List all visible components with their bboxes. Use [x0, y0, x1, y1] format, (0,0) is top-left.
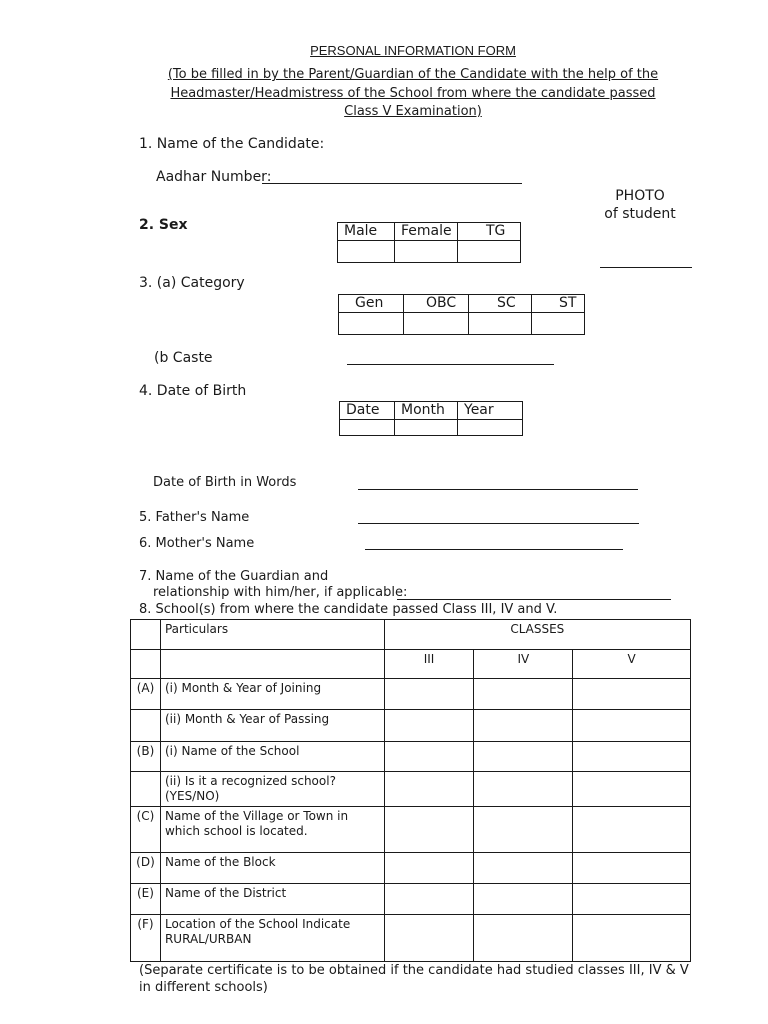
guardian-input-line[interactable]	[397, 599, 671, 600]
row-label	[131, 772, 161, 807]
caste-input-line[interactable]	[347, 364, 554, 365]
cell-class-iii[interactable]	[384, 679, 474, 710]
photo-label: PHOTO	[615, 188, 665, 204]
cell-class-iv[interactable]	[474, 772, 573, 807]
cell-class-v[interactable]	[573, 807, 691, 853]
dob-option-year: Year	[458, 402, 523, 420]
mother-name-label: 6. Mother's Name	[139, 536, 255, 551]
table-row	[131, 710, 691, 742]
mother-name-input-line[interactable]	[365, 549, 623, 550]
particulars-header: Particulars	[160, 620, 384, 650]
cell-class-iii[interactable]	[384, 915, 474, 962]
row-label: (B)	[131, 742, 161, 772]
category-option-st: ST	[532, 295, 585, 313]
form-subtitle-line-2: Headmaster/Headmistress of the School from where the candidate passed	[170, 86, 656, 101]
category-sc-box[interactable]	[469, 313, 532, 335]
row-label: (A)	[131, 679, 161, 710]
cell-class-iii[interactable]	[384, 710, 474, 742]
footer-note: (Separate certificate is to be obtained if the candidate had studied classes III, IV & V in different schools)	[139, 963, 689, 995]
category-gen-box[interactable]	[339, 313, 404, 335]
category-options-table	[338, 294, 585, 335]
dob-words-label: Date of Birth in Words	[153, 475, 297, 490]
guardian-label-line-2: relationship with him/her, if applicable:	[153, 585, 408, 600]
cell-class-iii[interactable]	[384, 853, 474, 884]
schools-table	[130, 619, 691, 962]
category-label: 3. (a) Category	[139, 275, 245, 291]
father-name-label: 5. Father's Name	[139, 510, 250, 525]
schools-heading: 8. School(s) from where the candidate passed Class III, IV and V.	[139, 602, 558, 617]
schools-header-blank	[131, 620, 161, 650]
sex-option-female: Female	[395, 223, 458, 241]
table-row	[131, 884, 691, 915]
cell-class-v[interactable]	[573, 884, 691, 915]
row-text: Name of the District	[160, 884, 384, 915]
caste-label: (b Caste	[154, 350, 213, 366]
cell-class-iii[interactable]	[384, 884, 474, 915]
table-row	[131, 853, 691, 884]
sex-tg-box[interactable]	[458, 241, 521, 263]
cell-class-iv[interactable]	[474, 710, 573, 742]
row-text: (i) Name of the School	[160, 742, 384, 772]
dob-options-table	[339, 401, 523, 436]
row-text: Location of the School Indicate RURAL/URBAN	[160, 915, 384, 962]
dob-year-box[interactable]	[458, 420, 523, 436]
row-label: (E)	[131, 884, 161, 915]
table-row	[131, 915, 691, 962]
cell-class-iv[interactable]	[474, 807, 573, 853]
cell-class-iii[interactable]	[384, 807, 474, 853]
cell-class-v[interactable]	[573, 772, 691, 807]
form-subtitle-line-3: Class V Examination)	[344, 104, 482, 119]
table-row	[131, 679, 691, 710]
category-option-obc: OBC	[404, 295, 469, 313]
row-text: Name of the Village or Town in which school is located.	[160, 807, 384, 853]
schools-subheader-blank	[131, 650, 161, 679]
sex-option-tg: TG	[458, 223, 521, 241]
cell-class-iii[interactable]	[384, 742, 474, 772]
category-option-gen: Gen	[339, 295, 404, 313]
dob-option-date: Date	[340, 402, 395, 420]
category-option-sc: SC	[469, 295, 532, 313]
aadhar-label: Aadhar Number:	[156, 169, 272, 185]
classes-header: CLASSES	[384, 620, 690, 650]
form-title: PERSONAL INFORMATION FORM	[310, 43, 516, 58]
father-name-input-line[interactable]	[358, 523, 639, 524]
row-label: (F)	[131, 915, 161, 962]
cell-class-iv[interactable]	[474, 853, 573, 884]
cell-class-v[interactable]	[573, 853, 691, 884]
dob-label: 4. Date of Birth	[139, 383, 247, 399]
aadhar-input-line[interactable]	[262, 183, 522, 184]
name-label: 1. Name of the Candidate:	[139, 136, 325, 152]
cell-class-iv[interactable]	[474, 742, 573, 772]
sex-female-box[interactable]	[395, 241, 458, 263]
cell-class-iv[interactable]	[474, 884, 573, 915]
category-obc-box[interactable]	[404, 313, 469, 335]
cell-class-v[interactable]	[573, 710, 691, 742]
sex-option-male: Male	[338, 223, 395, 241]
dob-option-month: Month	[395, 402, 458, 420]
sex-label: 2. Sex	[139, 217, 188, 233]
row-text: (ii) Is it a recognized school? (YES/NO)	[160, 772, 384, 807]
table-row	[131, 772, 691, 807]
cell-class-iii[interactable]	[384, 772, 474, 807]
dob-words-input-line[interactable]	[358, 489, 638, 490]
row-label: (C)	[131, 807, 161, 853]
row-text: Name of the Block	[160, 853, 384, 884]
category-st-box[interactable]	[532, 313, 585, 335]
sex-male-box[interactable]	[338, 241, 395, 263]
schools-subheader-blank-particulars	[160, 650, 384, 679]
row-text: (ii) Month & Year of Passing	[160, 710, 384, 742]
form-subtitle-line-1: (To be filled in by the Parent/Guardian of the Candidate with the help of the	[167, 67, 659, 82]
table-row	[131, 807, 691, 853]
row-label	[131, 710, 161, 742]
class-v-header: V	[573, 650, 691, 679]
table-row	[131, 742, 691, 772]
cell-class-v[interactable]	[573, 742, 691, 772]
cell-class-iv[interactable]	[474, 915, 573, 962]
dob-month-box[interactable]	[395, 420, 458, 436]
sex-options-table	[337, 222, 521, 263]
row-text: (i) Month & Year of Joining	[160, 679, 384, 710]
photo-sublabel: of student	[604, 206, 676, 222]
cell-class-iv[interactable]	[474, 679, 573, 710]
photo-signature-line[interactable]	[600, 267, 692, 268]
dob-date-box[interactable]	[340, 420, 395, 436]
guardian-label-line-1: 7. Name of the Guardian and	[139, 569, 329, 584]
cell-class-v[interactable]	[573, 915, 691, 962]
class-iv-header: IV	[474, 650, 573, 679]
row-label: (D)	[131, 853, 161, 884]
class-iii-header: III	[384, 650, 474, 679]
cell-class-v[interactable]	[573, 679, 691, 710]
